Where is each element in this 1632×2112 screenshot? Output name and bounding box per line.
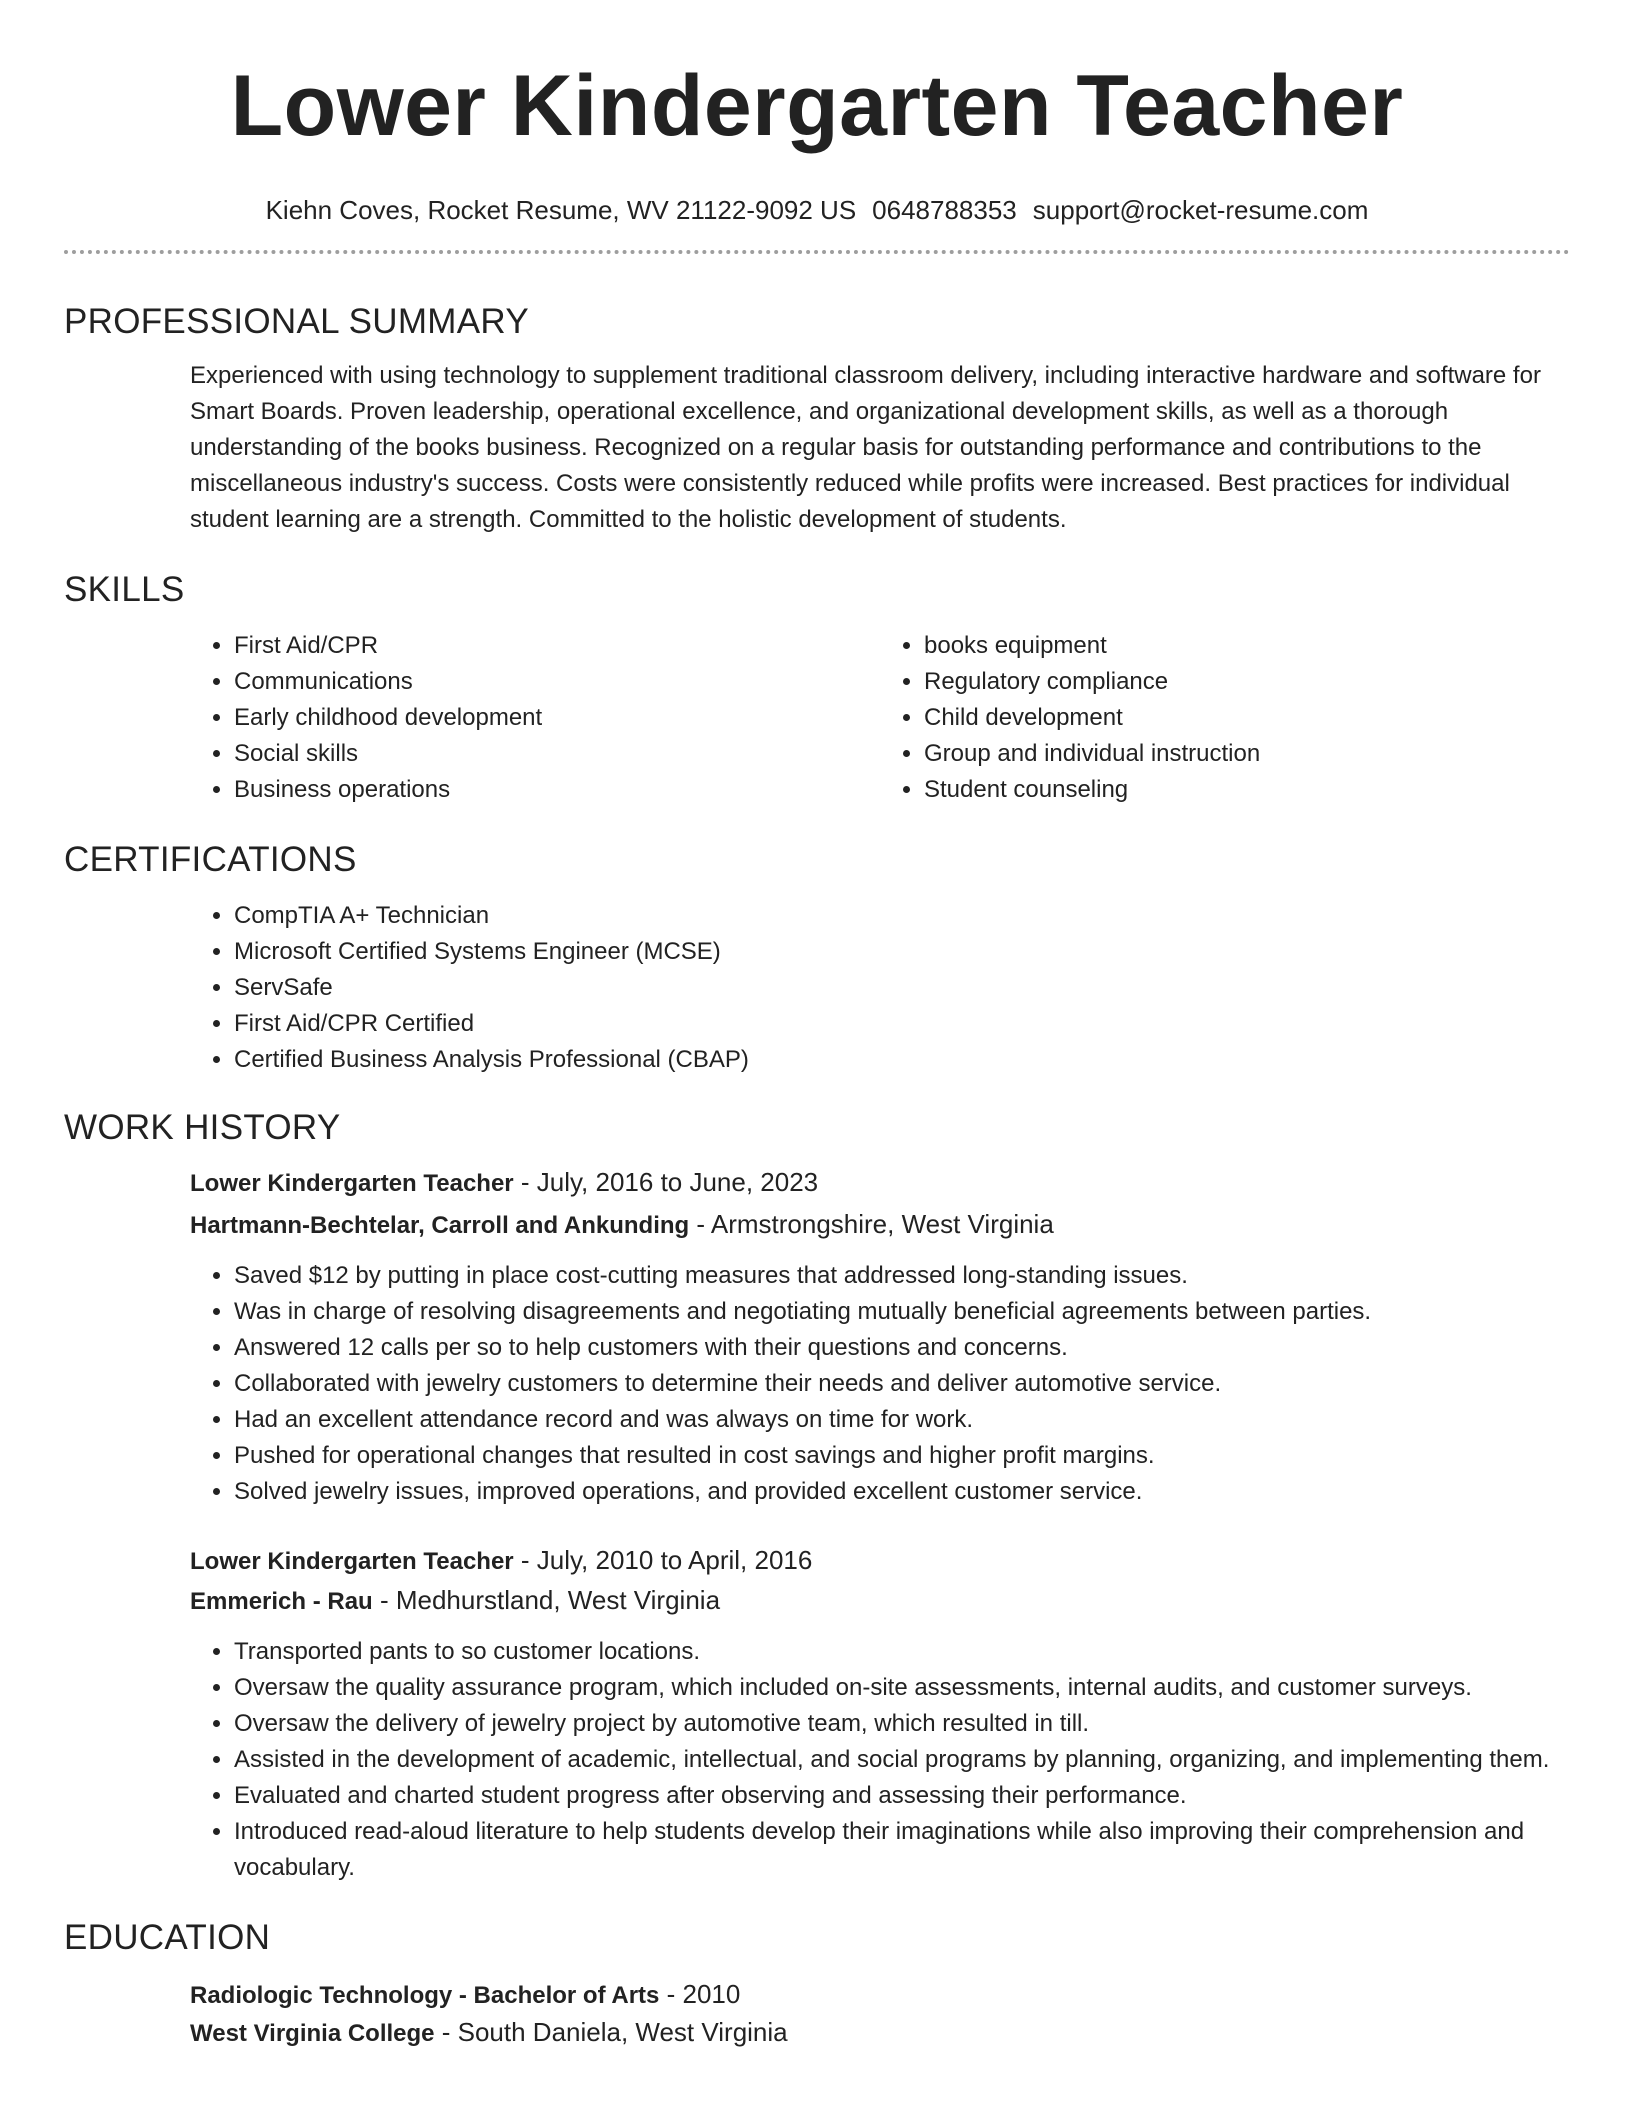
job-company-line xyxy=(190,1582,1570,1620)
job-entry xyxy=(190,1164,1570,1510)
skills-title: SKILLS xyxy=(64,570,185,609)
skill-item: • Child development xyxy=(924,700,1570,736)
job-bullet: • Assisted in the development of academic, intellectual, and social programs by planning, organizing, and implementing them. xyxy=(234,1742,1570,1778)
certification-item: • CompTIA A+ Technician xyxy=(234,898,1570,934)
summary-section xyxy=(64,300,1570,538)
job-company: Emmerich - Rau xyxy=(190,1588,373,1615)
skill-item: • First Aid/CPR xyxy=(234,628,880,664)
job-bullet: • Was in charge of resolving disagreements and negotiating mutually beneficial agreements between parties. xyxy=(234,1294,1570,1330)
contact-phone: 0648788353 xyxy=(872,195,1017,225)
job-location: - Armstrongshire, West Virginia xyxy=(689,1209,1054,1239)
job-entry xyxy=(190,1542,1570,1886)
skill-item: • Early childhood development xyxy=(234,700,880,736)
contact-address: Kiehn Coves, Rocket Resume, WV 21122-9092 US xyxy=(265,195,857,225)
education-degree-line xyxy=(190,1976,1570,2014)
resume-name: Lower Kindergarten Teacher xyxy=(230,58,1404,154)
job-dates: - July, 2016 to June, 2023 xyxy=(513,1167,819,1197)
work-title: WORK HISTORY xyxy=(64,1108,341,1147)
job-company-line xyxy=(190,1206,1570,1244)
skill-item: • Group and individual instruction xyxy=(924,736,1570,772)
education-school: West Virginia College xyxy=(190,2020,435,2047)
job-bullet: • Collaborated with jewelry customers to determine their needs and deliver automotive service. xyxy=(234,1366,1570,1402)
certifications-section xyxy=(64,838,1570,1078)
skill-item: • books equipment xyxy=(924,628,1570,664)
job-bullet: • Answered 12 calls per so to help customers with their questions and concerns. xyxy=(234,1330,1570,1366)
certification-item: • Microsoft Certified Systems Engineer (MCSE) xyxy=(234,934,1570,970)
skills-body xyxy=(190,628,1570,808)
job-bullet: • Oversaw the delivery of jewelry project by automotive team, which resulted in till. xyxy=(234,1706,1570,1742)
job-company: Hartmann-Bechtelar, Carroll and Ankunding xyxy=(190,1212,690,1239)
summary-title: PROFESSIONAL SUMMARY xyxy=(64,302,529,341)
job-role-line xyxy=(190,1164,1570,1202)
work-section xyxy=(64,1106,1570,1886)
job-role: Lower Kindergarten Teacher xyxy=(190,1170,514,1197)
education-school-line xyxy=(190,2014,1570,2052)
contact-line xyxy=(64,194,1570,226)
skill-item: • Student counseling xyxy=(924,772,1570,808)
summary-text: Experienced with using technology to supplement traditional classroom delivery, including interactive hardware and software for Smart Boards. Proven leadership, operational excellence, and organizational development skills, as well as a thorough understanding of the books business. Recognized on a regular basis for outstanding performance and contributions to the miscellaneous industry's success. Costs were consistently reduced while profits were increased. Best practices for individual student learning are a strength. Committed to the holistic development of students. xyxy=(190,362,1541,533)
job-bullet: • Introduced read-aloud literature to help students develop their imaginations while also improving their comprehension and vocabulary. xyxy=(234,1814,1570,1886)
skills-list-left xyxy=(190,628,880,808)
education-section xyxy=(64,1916,1570,2052)
job-bullet: • Evaluated and charted student progress after observing and assessing their performance. xyxy=(234,1778,1570,1814)
job-bullets xyxy=(190,1258,1570,1510)
job-bullet: • Oversaw the quality assurance program, which included on-site assessments, internal audits, and customer surveys. xyxy=(234,1670,1570,1706)
job-role-line xyxy=(190,1542,1570,1580)
job-bullet: • Solved jewelry issues, improved operations, and provided excellent customer service. xyxy=(234,1474,1570,1510)
certification-item: • First Aid/CPR Certified xyxy=(234,1006,1570,1042)
header-divider xyxy=(64,250,1570,254)
skill-item: • Communications xyxy=(234,664,880,700)
job-bullet: • Had an excellent attendance record and was always on time for work. xyxy=(234,1402,1570,1438)
job-bullets xyxy=(190,1634,1570,1886)
job-location: - Medhurstland, West Virginia xyxy=(372,1585,721,1615)
job-bullet: • Pushed for operational changes that resulted in cost savings and higher profit margins. xyxy=(234,1438,1570,1474)
contact-email[interactable]: support@rocket-resume.com xyxy=(1032,195,1369,225)
skill-item: • Regulatory compliance xyxy=(924,664,1570,700)
skill-item: • Social skills xyxy=(234,736,880,772)
education-entry xyxy=(190,1976,1570,2052)
job-bullet: • Saved $12 by putting in place cost-cutting measures that addressed long-standing issues. xyxy=(234,1258,1570,1294)
job-bullet: • Transported pants to so customer locations. xyxy=(234,1634,1570,1670)
skills-list-right xyxy=(880,628,1570,808)
summary-body xyxy=(190,358,1570,538)
job-role: Lower Kindergarten Teacher xyxy=(190,1548,514,1575)
education-degree: Radiologic Technology - Bachelor of Arts xyxy=(190,1982,660,2009)
certifications-list xyxy=(190,898,1570,1078)
resume-page xyxy=(64,0,1570,2052)
certification-item: • ServSafe xyxy=(234,970,1570,1006)
skills-section xyxy=(64,568,1570,808)
education-location: - South Daniela, West Virginia xyxy=(434,2017,788,2047)
certifications-body xyxy=(190,898,1570,1078)
certifications-title: CERTIFICATIONS xyxy=(64,840,357,879)
education-title: EDUCATION xyxy=(64,1918,271,1957)
education-year: - 2010 xyxy=(659,1979,741,2009)
job-dates: - July, 2010 to April, 2016 xyxy=(513,1545,813,1575)
certification-item: • Certified Business Analysis Professional (CBAP) xyxy=(234,1042,1570,1078)
skill-item: • Business operations xyxy=(234,772,880,808)
